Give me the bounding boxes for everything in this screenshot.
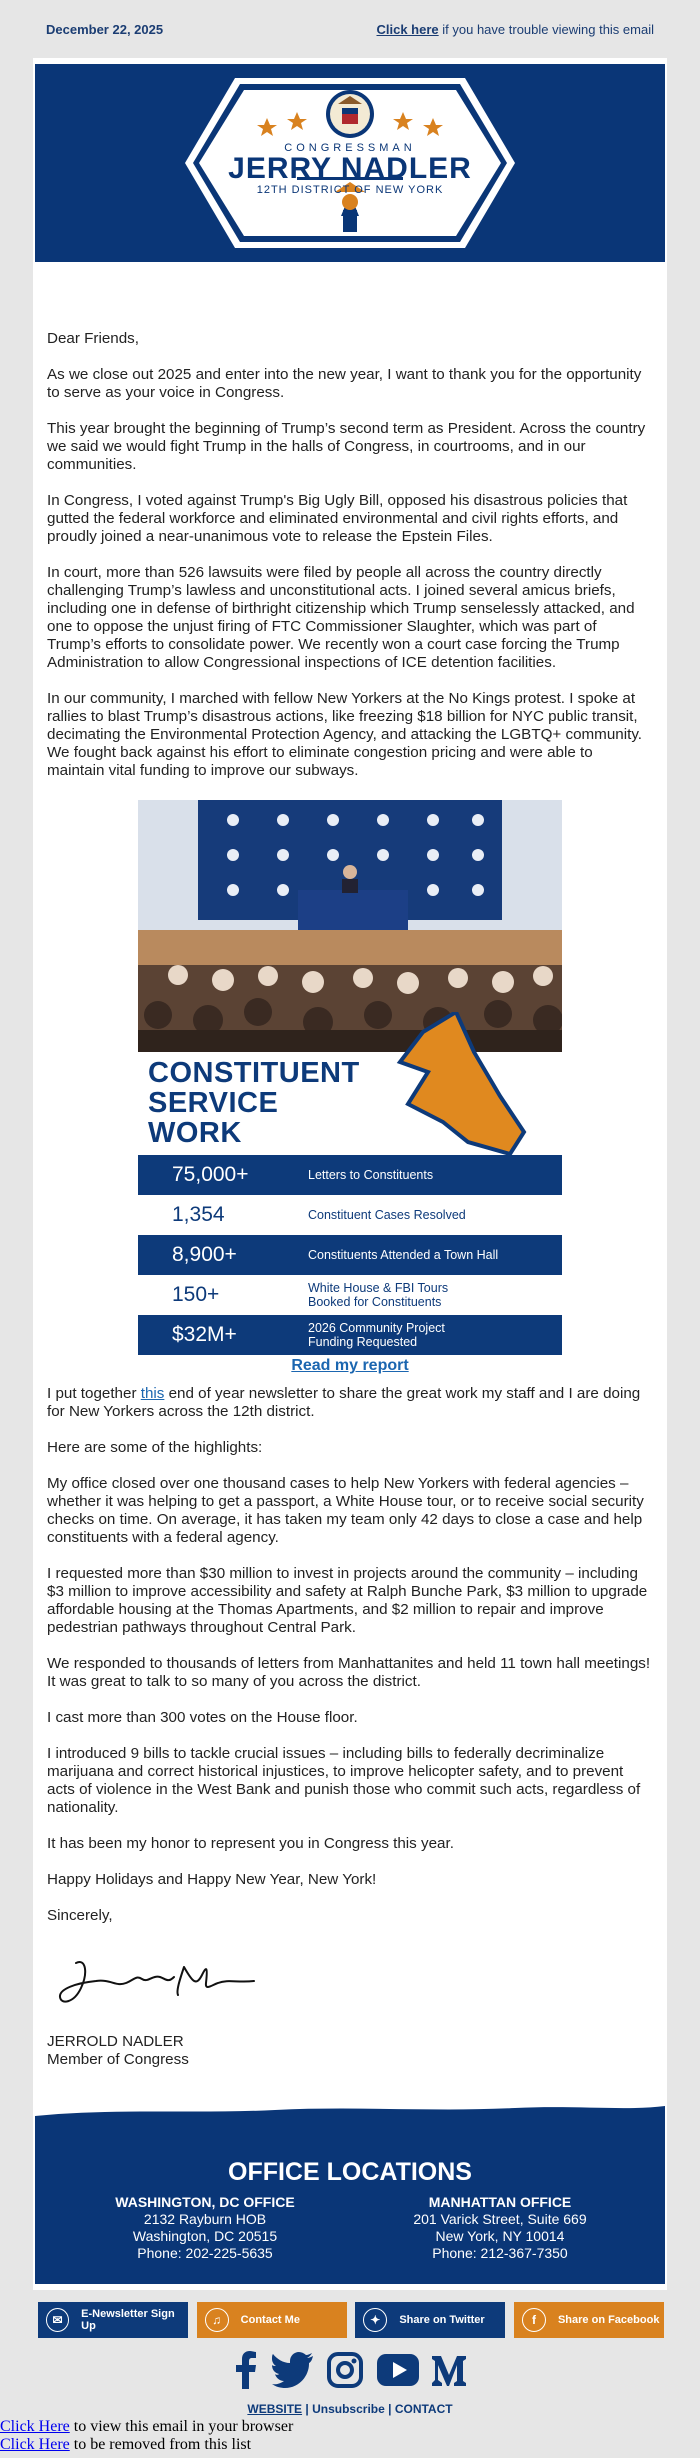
view-online-note: Click here if you have trouble viewing this email (376, 21, 654, 37)
signer-title: Member of Congress (47, 2051, 189, 2068)
logo-title: JERRY NADLER (228, 152, 472, 185)
signature-image (56, 1953, 266, 2013)
paragraph: I introduced 9 bills to tackle crucial issues – including bills to federally decriminalize marijuana and correct historical injustices, to improve helicopter safety, and to prevent acts of violence in the West Bank and punish those who commit such acts, regardless of nationality. (47, 1745, 641, 1816)
logo-subtitle: 12TH DISTRICT OF NEW YORK (256, 184, 444, 196)
paragraph: I put together this end of year newsletter to share the great work my staff and I are doing for New Yorkers across the 12th district. (47, 1385, 641, 1420)
logo-text-small: CONGRESSMAN (284, 142, 416, 154)
bell-icon: ♫ (205, 2308, 229, 2332)
share-facebook-button[interactable]: f Share on Facebook (514, 2302, 664, 2338)
paragraph: In Congress, I voted against Trump's Big Ugly Bill, opposed his disastrous policies that gutted the federal workforce and eliminated environmental and civil rights efforts, and proudly joined a near-unanimous vote to release the Epstein Files. (47, 492, 628, 545)
paragraph: In our community, I marched with fellow New Yorkers at the No Kings protest. I spoke at rallies to blast Trump’s disastrous actions, like freezing $18 billion for NYC public transit, decimating the Environmental Protection Agency, and attacking the LGBTQ+ community. We fought back against his effort to eliminate congestion pricing and were able to maintain vital funding to improve our subways. (47, 690, 643, 779)
newsletter-link[interactable]: this (140, 1385, 165, 1402)
facebook-icon: f (522, 2308, 546, 2332)
dc-office: WASHINGTON, DC OFFICE 2132 Rayburn HOB Washington, DC 20515 Phone: 202-225-5635 (115, 2194, 295, 2261)
medium-icon[interactable] (432, 2353, 466, 2387)
newsletter-signup-button[interactable]: ✉ E-Newsletter Sign Up (38, 2302, 188, 2338)
paragraph: This year brought the beginning of Trump’s second term as President. Across the country we said we would fight Trump in the halls of Congress, in courtrooms, and in our communities. (47, 420, 646, 473)
letter-section-2 (47, 1385, 653, 1943)
stat-row: 150+ White House & FBI Tours Booked for Constituents (138, 1275, 562, 1315)
district-map (138, 1012, 562, 1155)
paragraph: It has been my honor to represent you in Congress this year. (47, 1835, 454, 1852)
read-report-link[interactable]: Read my report (291, 1357, 409, 1374)
paragraph: In court, more than 526 lawsuits were filed by people all across the country directly challenging Trump’s lawless and unconstitutional acts. I joined several amicus briefs, including one in defense of birthright citizenship which Trump senselessly attacked, and one to oppose the unjust firing of FTC Commissioner Slaughter, which was part of Trump’s efforts to consolidate power. We recently won a court case forcing the Trump Administration to allow Congressional inspections of ICE detention facilities. (47, 564, 635, 671)
contact-me-button[interactable]: ♫ Contact Me (197, 2302, 347, 2338)
facebook-icon[interactable] (234, 2351, 258, 2389)
website-link[interactable]: WEBSITE (247, 2402, 303, 2416)
twitter-icon[interactable] (272, 2352, 314, 2388)
paragraph: Here are some of the highlights: (47, 1439, 263, 1456)
social-icons (234, 2350, 466, 2390)
signer-name: JERROLD NADLER (47, 2033, 184, 2050)
offices-title: OFFICE LOCATIONS (228, 2158, 472, 2186)
email-date: December 22, 2025 (46, 21, 164, 37)
youtube-icon[interactable] (377, 2354, 419, 2386)
twitter-icon: ✦ (363, 2308, 387, 2332)
remove-from-list-link[interactable]: Click Here (0, 2436, 70, 2453)
constituent-report-graphic[interactable] (138, 800, 562, 1375)
paragraph: We responded to thousands of letters from Manhattanites and held 11 town hall meetings! It was great to talk to so many of you across the district. (47, 1655, 651, 1690)
signature-block (47, 2033, 189, 2069)
report-title: CONSTITUENT SERVICE WORK (138, 1052, 562, 1155)
read-report-link-wrap (138, 1357, 562, 1375)
bottom-links: Click Here to view this email in your browser Click Here to be removed from this list (0, 2418, 294, 2453)
paragraph: My office closed over one thousand cases to help New Yorkers with federal agencies – whether it was helping to get a passport, a White House tour, or to receive social security checks on time. On average, it has taken my team only 42 days to close a case and help constituents with a federal agency. (47, 1475, 644, 1546)
preheader (0, 0, 700, 58)
manhattan-office: MANHATTAN OFFICE 201 Varick Street, Suite 669 New York, NY 10014 Phone: 212-367-7350 (413, 2194, 587, 2261)
paragraph: I cast more than 300 votes on the House floor. (47, 1709, 358, 1726)
letter-section-1 (47, 330, 653, 798)
share-twitter-button[interactable]: ✦ Share on Twitter (355, 2302, 505, 2338)
stat-row: 75,000+ Letters to Constituents (138, 1155, 562, 1195)
paragraph: As we close out 2025 and enter into the new year, I want to thank you for the opportunity to serve as your voice in Congress. (47, 366, 642, 401)
mail-icon: ✉ (46, 2308, 69, 2332)
stat-row: 8,900+ Constituents Attended a Town Hall (138, 1235, 562, 1275)
header-banner (35, 64, 665, 262)
paragraph: I requested more than $30 million to invest in projects around the community – including $3 million to improve accessibility and safety at Ralph Bunche Park, $3 million to upgrade affordable housing at the Thomas Apartments, and $2 million to repair and improve pedestrian pathways throughout Central Park. (47, 1565, 648, 1636)
view-in-browser-link[interactable]: Click Here (0, 2418, 70, 2435)
office-locations (35, 2102, 665, 2284)
greeting: Dear Friends, (47, 330, 140, 347)
stat-row: $32M+ 2026 Community Project Funding Requested (138, 1315, 562, 1355)
view-online-link[interactable]: Click here (376, 21, 439, 37)
footer-links: WEBSITE | Unsubscribe | CONTACT (247, 2402, 453, 2416)
closing: Sincerely, (47, 1907, 113, 1924)
social-buttons (38, 2302, 664, 2338)
instagram-icon[interactable] (327, 2352, 363, 2388)
unsubscribe-link[interactable]: Unsubscribe (312, 2402, 385, 2416)
paragraph: Happy Holidays and Happy New Year, New York! (47, 1871, 377, 1888)
stat-row: 1,354 Constituent Cases Resolved (138, 1195, 562, 1235)
contact-link[interactable]: CONTACT (394, 2402, 453, 2416)
